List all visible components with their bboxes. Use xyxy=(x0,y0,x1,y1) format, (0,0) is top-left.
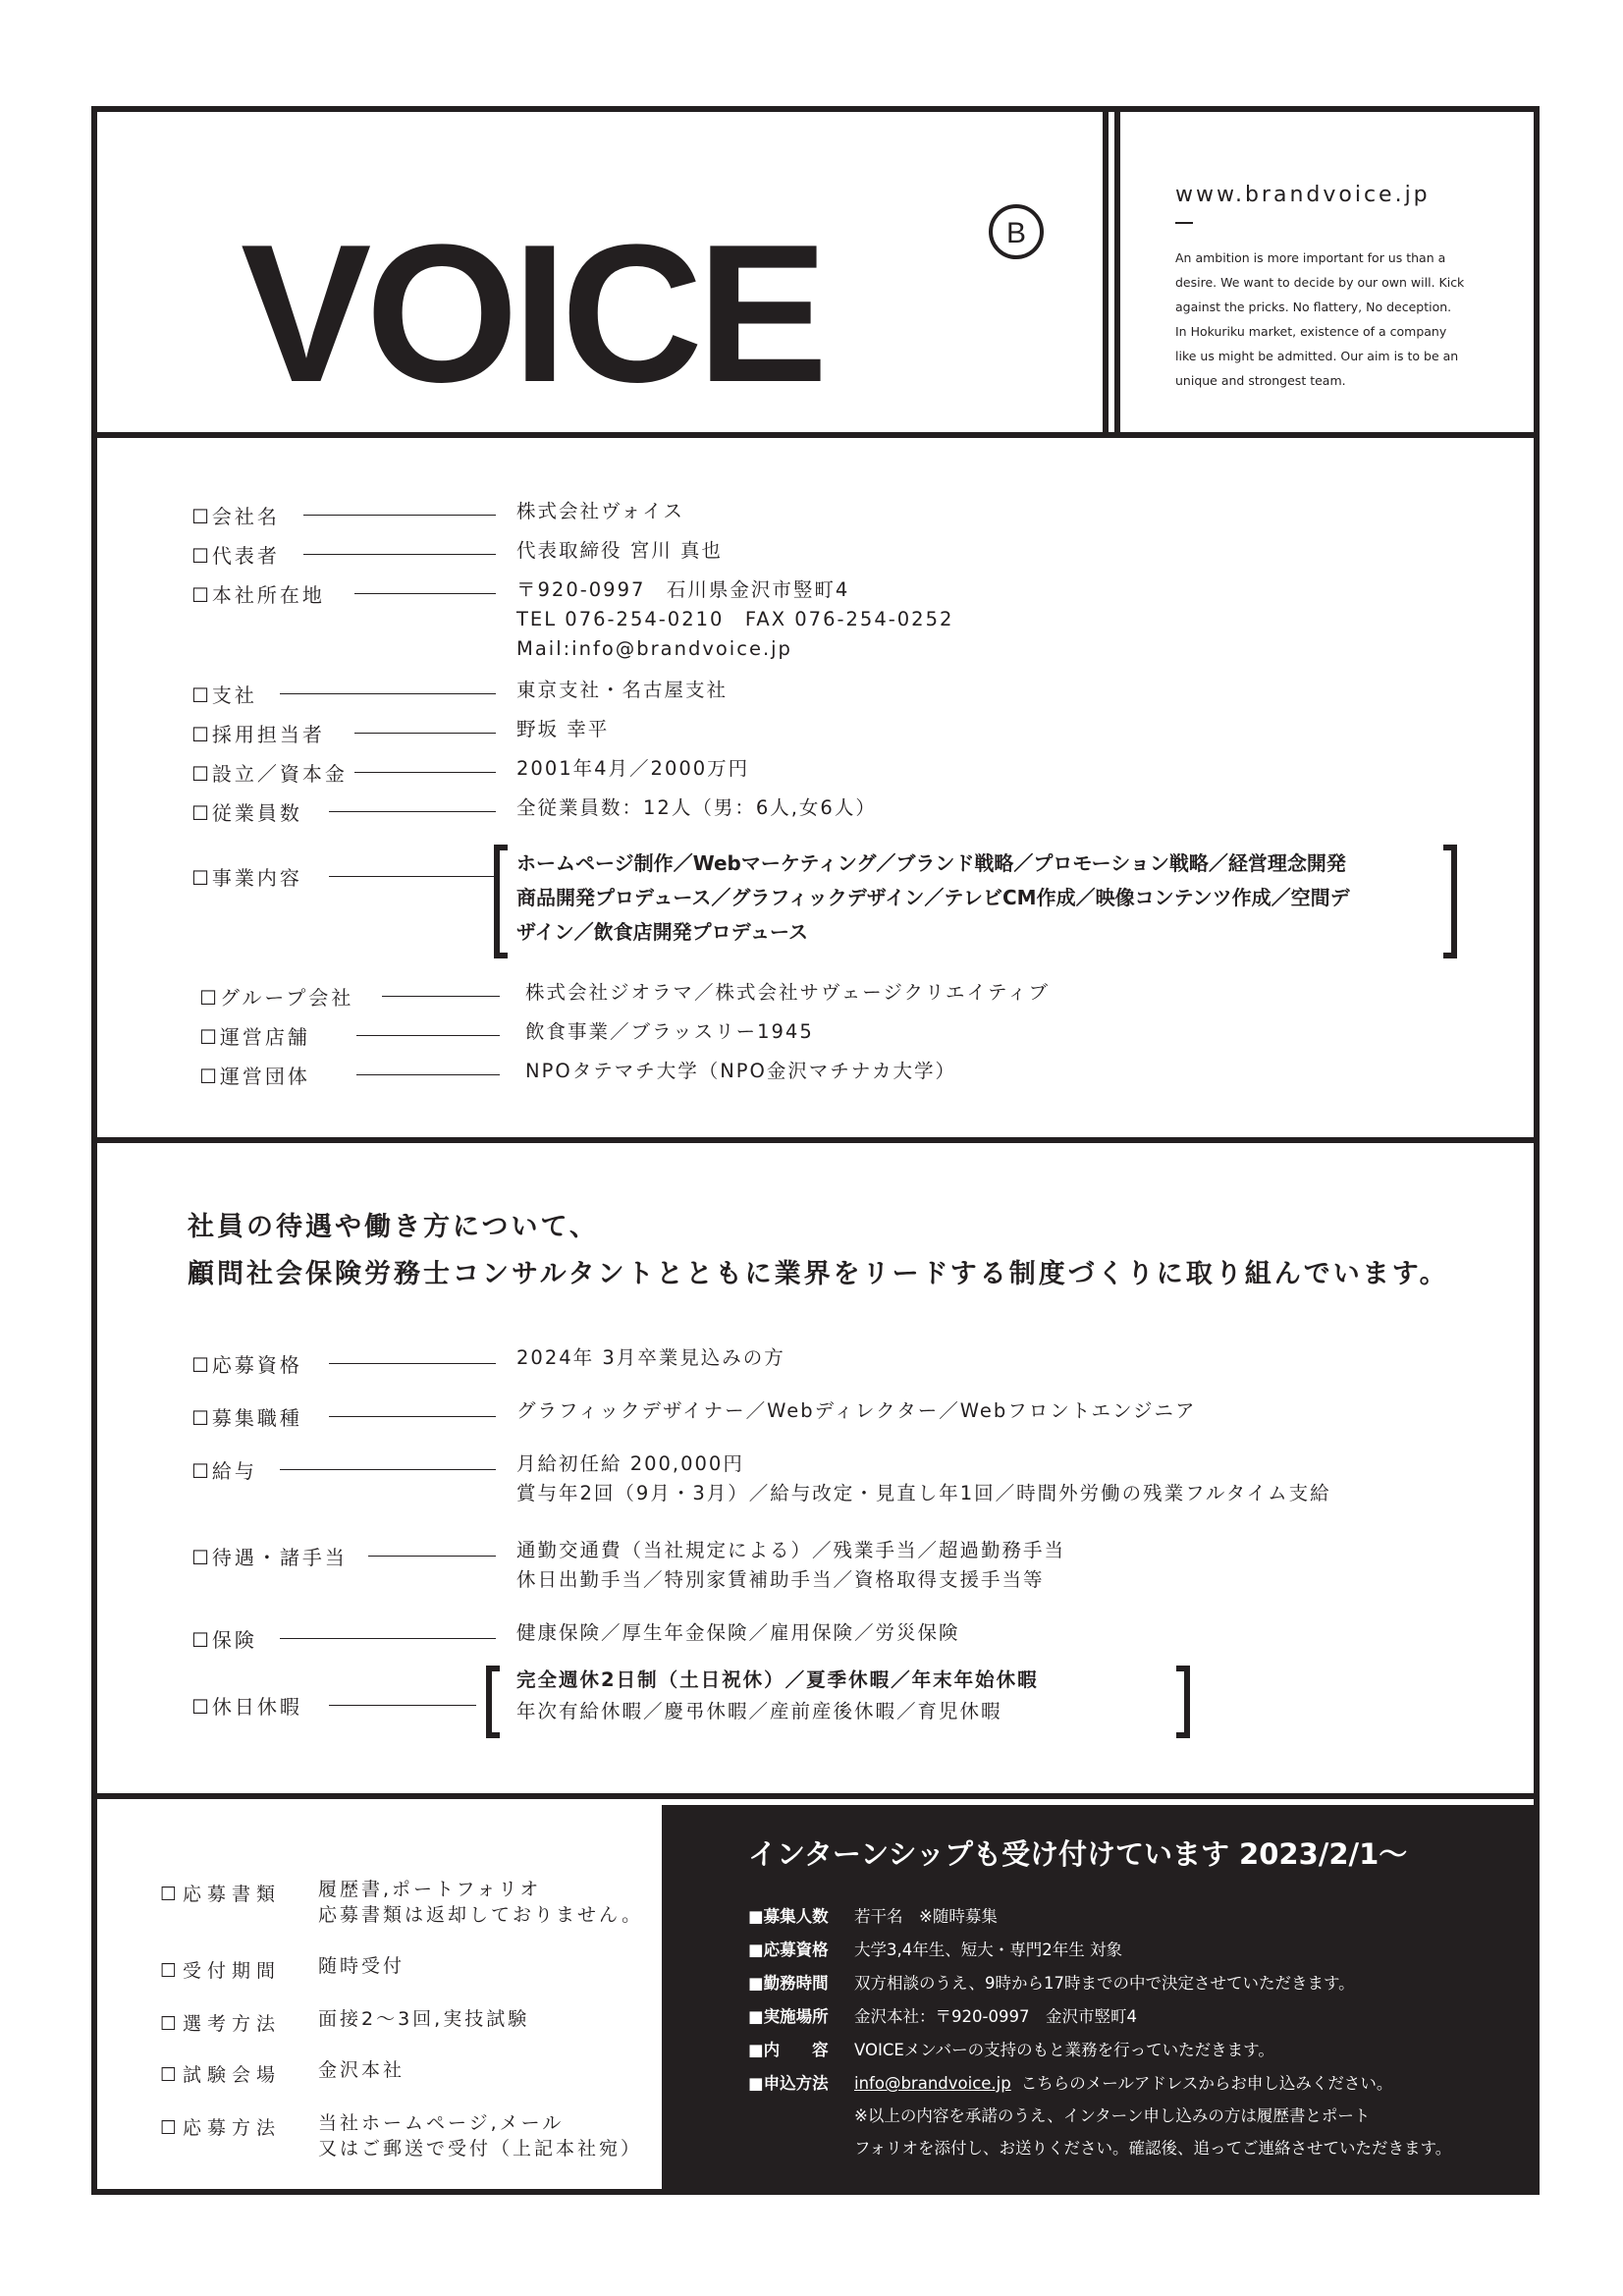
row-value: 年次有給休暇／慶弔休暇／産前産後休暇／育児休暇 xyxy=(516,1700,1002,1722)
leader-line xyxy=(382,996,500,997)
website-url[interactable]: www.brandvoice.jp xyxy=(1175,183,1431,207)
row-value: 2024年 3月卒業見込みの方 xyxy=(516,1346,785,1369)
internship-email-link[interactable]: info@brandvoice.jp xyxy=(854,2074,1011,2093)
row-value: 月給初任給 200,000円 xyxy=(516,1452,744,1475)
row-value: ホームページ制作／Webマーケティング／ブランド戦略／プロモーション戦略／経営理念開発 xyxy=(516,851,1346,875)
note-line: フォリオを添付し、お送りください。確認後、追ってご連絡させていただきます。 xyxy=(854,2139,1452,2158)
apply-value: 金沢本社 xyxy=(318,2059,406,2081)
apply-value: 面接2〜3回,実技試験 xyxy=(318,2008,530,2030)
internship-key: ■内 容 xyxy=(748,2041,829,2059)
apply-label: ☐応募方法 xyxy=(160,2117,282,2139)
row-label: ☐会社名 xyxy=(191,505,280,528)
row-label: ☐設立／資本金 xyxy=(191,762,348,786)
internship-value: 金沢本社：〒920-0997 金沢市竪町4 xyxy=(854,2007,1137,2026)
row-label: ☐従業員数 xyxy=(191,801,302,825)
internship-key: ■応募資格 xyxy=(748,1941,829,1959)
info-panel xyxy=(1114,112,1534,432)
poster-frame xyxy=(91,106,1540,2195)
mission-line: desire. We want to decide by our own will. Kick xyxy=(1175,275,1465,290)
leader-line xyxy=(354,593,496,594)
leader-line xyxy=(356,1074,500,1075)
row-value: 株式会社ヴォイス xyxy=(516,500,685,522)
leader-line xyxy=(329,1363,496,1364)
row-value: 飲食事業／ブラッスリー1945 xyxy=(525,1020,814,1043)
row-value: 健康保険／厚生年金保険／雇用保険／労災保険 xyxy=(516,1621,960,1644)
internship-key: ■勤務時間 xyxy=(748,1974,829,1993)
row-label: ☐給与 xyxy=(191,1459,257,1483)
row-label: ☐待遇・諸手当 xyxy=(191,1546,348,1569)
row-label: ☐採用担当者 xyxy=(191,723,325,746)
row-label: ☐運営団体 xyxy=(199,1065,310,1088)
row-value: 株式会社ジオラマ／株式会社サヴェージクリエイティブ xyxy=(525,981,1050,1004)
row-label: ☐グループ会社 xyxy=(199,986,354,1010)
row-value: グラフィックデザイナー／Webディレクター／Webフロントエンジニア xyxy=(516,1399,1197,1422)
leader-line xyxy=(303,515,496,516)
internship-value: こちらのメールアドレスからお申し込みください。 xyxy=(1020,2074,1393,2093)
recruitment-headline xyxy=(188,1204,1449,1298)
divider xyxy=(1175,222,1193,224)
leader-line xyxy=(354,772,496,773)
leader-line xyxy=(356,1035,500,1036)
apply-value: 当社ホームページ,メール xyxy=(318,2112,565,2134)
apply-label: ☐試験会場 xyxy=(160,2064,282,2086)
bracket-left xyxy=(486,1666,500,1738)
internship-row xyxy=(748,2037,1274,2060)
mission-statement xyxy=(1175,246,1489,393)
apply-value: 応募書類は返却しておりません。 xyxy=(318,1904,644,1926)
row-label: ☐応募資格 xyxy=(191,1353,302,1377)
row-value: 商品開発プロデュース／グラフィックデザイン／テレビCM作成／映像コンテンツ作成／空間デ xyxy=(516,886,1350,909)
apply-label: ☐応募書類 xyxy=(160,1884,282,1905)
internship-key: ■実施場所 xyxy=(748,2007,829,2026)
internship-row xyxy=(748,1970,1355,1994)
row-value: 全従業員数：12人（男：6人,女6人） xyxy=(516,796,877,819)
row-value: 野坂 幸平 xyxy=(516,718,610,740)
recruitment-section xyxy=(97,1149,1534,1799)
row-value: 賞与年2回（9月・3月）／給与改定・見直し年1回／時間外労働の残業フルタイム支給 xyxy=(516,1482,1331,1504)
internship-value: 若干名 ※随時募集 xyxy=(854,1907,998,1926)
bracket-right xyxy=(1443,845,1457,958)
row-value: 代表取締役 宮川 真也 xyxy=(516,539,723,562)
row-value: 完全週休2日制（土日祝休）／夏季休暇／年末年始休暇 xyxy=(516,1668,1039,1691)
apply-value: 履歴書,ポートフォリオ xyxy=(318,1879,542,1900)
internship-value: VOICEメンバーの支持のもと業務を行っていただきます。 xyxy=(854,2041,1274,2059)
leader-line xyxy=(354,733,496,734)
headline-line: 社員の待遇や働き方について、 xyxy=(188,1212,599,1242)
row-value: 東京支社・名古屋支社 xyxy=(516,679,729,701)
bottom-section xyxy=(97,1805,1534,2189)
row-value: ザイン／飲食店開発プロデュース xyxy=(516,920,808,944)
row-label: ☐運営店舗 xyxy=(199,1025,310,1049)
mission-line: against the pricks. No flattery, No deception. xyxy=(1175,300,1452,314)
row-label: ☐事業内容 xyxy=(191,866,302,890)
leader-line xyxy=(329,876,496,877)
row-label: ☐代表者 xyxy=(191,544,280,568)
leader-line xyxy=(329,1416,496,1417)
logo-panel xyxy=(97,112,1109,432)
row-label: ☐本社所在地 xyxy=(191,583,325,607)
internship-row xyxy=(748,2003,1137,2027)
row-label: ☐支社 xyxy=(191,683,257,707)
internship-key: ■申込方法 xyxy=(748,2074,829,2093)
internship-row xyxy=(748,1903,998,1927)
registered-mark-letter: B xyxy=(1005,217,1027,249)
note-line: ※以上の内容を承諾のうえ、インターン申し込みの方は履歴書とポート xyxy=(854,2106,1371,2125)
logo-wordmark: VOICE xyxy=(241,204,823,391)
row-value: 通勤交通費（当社規定による）／残業手当／超過勤務手当 xyxy=(516,1539,1066,1561)
internship-key: ■募集人数 xyxy=(748,1907,829,1926)
leader-line xyxy=(303,554,496,555)
leader-line xyxy=(329,811,496,812)
apply-value: 随時受付 xyxy=(318,1955,406,1977)
row-value-tel: TEL 076-254-0210 FAX 076-254-0252 xyxy=(516,608,954,630)
internship-note xyxy=(854,2100,1451,2164)
row-value-mail[interactable]: Mail:info@brandvoice.jp xyxy=(516,637,792,660)
row-value: 〒920-0997 石川県金沢市竪町4 xyxy=(516,578,850,601)
leader-line xyxy=(280,1469,496,1470)
bracket-right xyxy=(1176,1666,1190,1738)
leader-line xyxy=(329,1705,476,1706)
mission-line: like us might be admitted. Our aim is to be an xyxy=(1175,349,1459,363)
mission-line: In Hokuriku market, existence of a company xyxy=(1175,324,1447,339)
voice-logo xyxy=(241,194,1065,391)
mission-line: unique and strongest team. xyxy=(1175,373,1346,388)
internship-row xyxy=(748,2070,1392,2094)
internship-panel xyxy=(662,1805,1534,2189)
bracket-left xyxy=(494,845,508,958)
application-panel xyxy=(97,1805,662,2189)
row-value: 2001年4月／2000万円 xyxy=(516,757,750,780)
internship-title: インターンシップも受け付けています 2023/2/1〜 xyxy=(748,1837,1408,1871)
row-value: 休日出勤手当／特別家賃補助手当／資格取得支援手当等 xyxy=(516,1568,1045,1591)
mission-line: An ambition is more important for us than a xyxy=(1175,250,1446,265)
apply-label: ☐受付期間 xyxy=(160,1960,282,1982)
internship-row xyxy=(748,1937,1122,1960)
leader-line xyxy=(368,1556,496,1557)
company-info-section xyxy=(97,444,1534,1143)
apply-value: 又はご郵送で受付（上記本社宛） xyxy=(318,2138,643,2159)
row-label: ☐保険 xyxy=(191,1628,257,1652)
internship-value: 双方相談のうえ、9時から17時までの中で決定させていただきます。 xyxy=(854,1974,1355,1993)
headline-line: 顧問社会保険労務士コンサルタントとともに業界をリードする制度づくりに取り組んでいます。 xyxy=(188,1259,1449,1289)
header xyxy=(97,112,1534,438)
row-label: ☐募集職種 xyxy=(191,1406,302,1430)
leader-line xyxy=(280,1638,496,1639)
internship-value: 大学3,4年生、短大・専門2年生 対象 xyxy=(854,1941,1122,1959)
row-value: NPOタテマチ大学（NPO金沢マチナカ大学） xyxy=(525,1060,956,1082)
leader-line xyxy=(280,693,496,694)
row-label: ☐休日休暇 xyxy=(191,1695,302,1719)
apply-label: ☐選考方法 xyxy=(160,2013,282,2035)
